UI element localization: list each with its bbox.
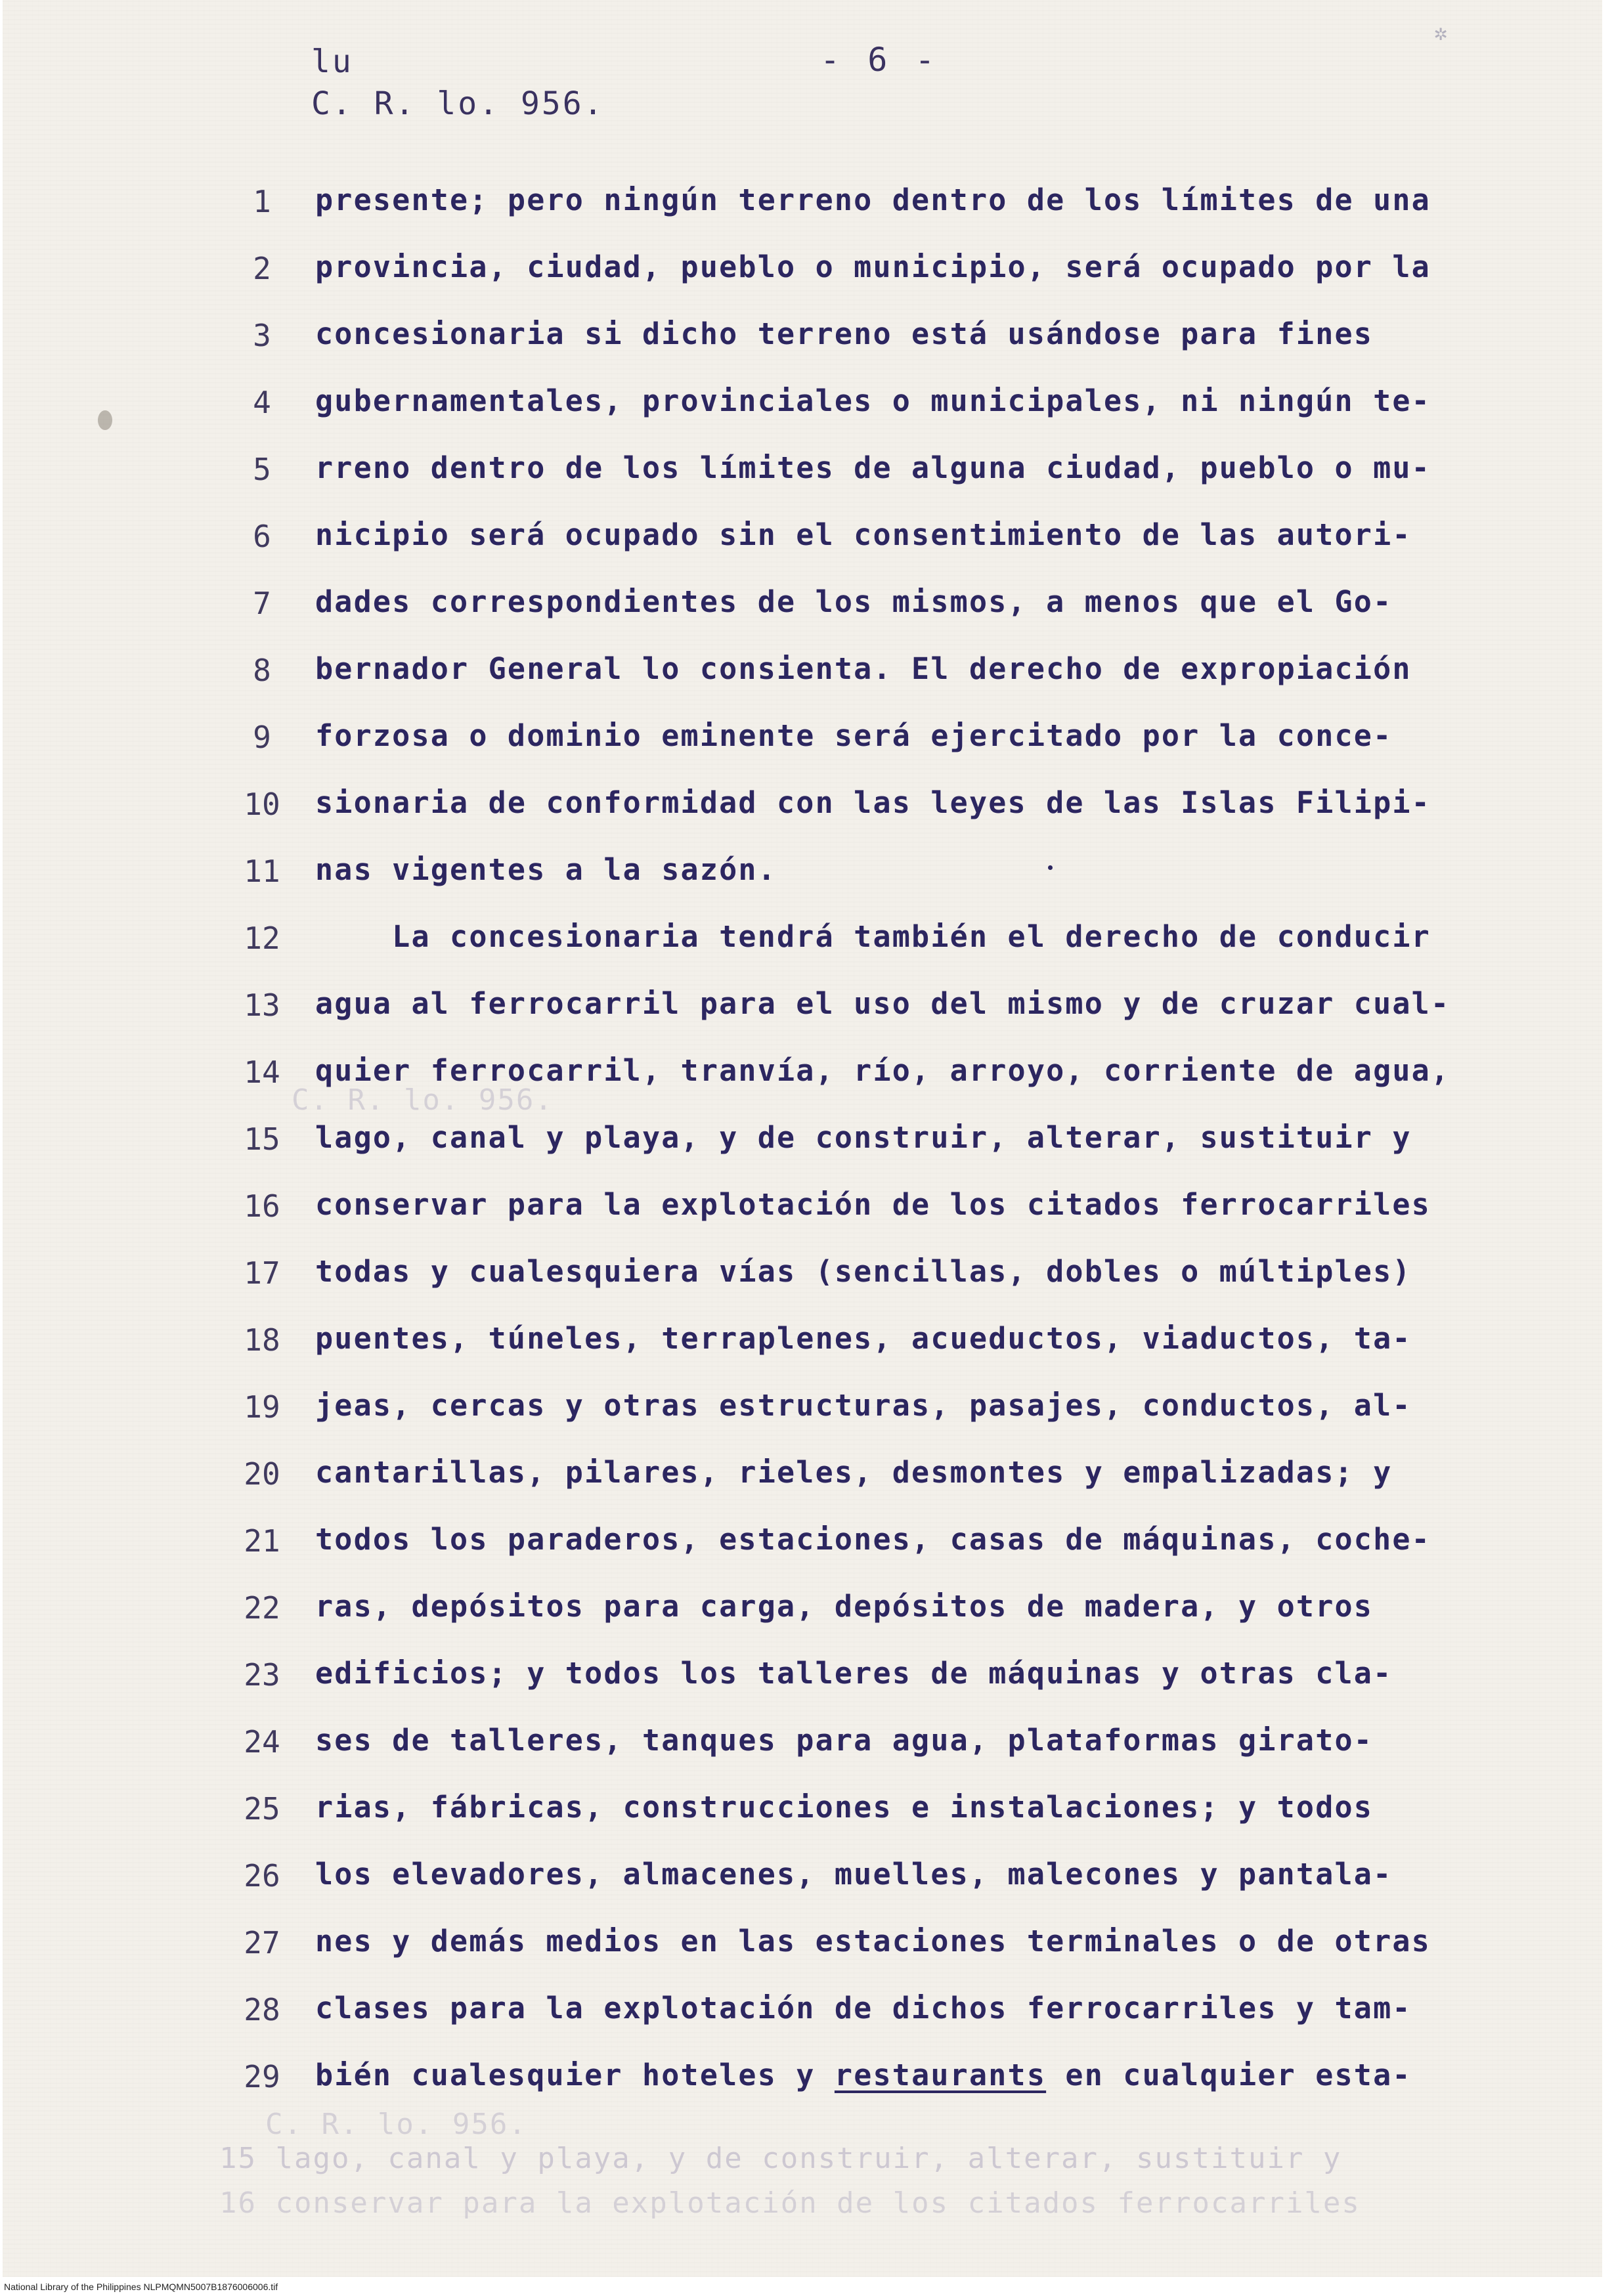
line-text-29 (315, 2058, 1412, 2092)
line-number: 7 (253, 586, 271, 621)
text-line (3, 307, 1602, 366)
line-number: 1 (253, 184, 271, 219)
ghost-text-bottom-2: 15 lago, canal y playa, y de construir, alterar, sustituir y (219, 2142, 1342, 2175)
line-number: 8 (253, 653, 271, 688)
line-text: rreno dentro de los límites de alguna ciudad, pueblo o mu- (315, 450, 1431, 485)
line-text: edificios; y todos los talleres de máquinas y otras cla- (315, 1656, 1393, 1691)
line-text: sionaria de conformidad con las leyes de las Islas Filipi- (315, 785, 1431, 820)
line-number: 29 (244, 2059, 280, 2094)
ghost-text-bottom-1: C. R. lo. 956. (265, 2108, 527, 2141)
text-line (3, 843, 1602, 902)
text-line (3, 1379, 1602, 1438)
line-number: 27 (244, 1925, 280, 1960)
line-text: todos los paraderos, estaciones, casas de máquinas, coche- (315, 1522, 1431, 1557)
line-29-after: en cualquier esta- (1046, 2058, 1412, 2092)
line-number: 10 (244, 787, 280, 822)
line-text: dades correspondientes de los mismos, a menos que el Go- (315, 584, 1393, 619)
line-number: 18 (244, 1322, 280, 1358)
line-text: agua al ferrocarril para el uso del mismo y de cruzar cual- (315, 986, 1450, 1021)
line-text: jeas, cercas y otras estructuras, pasajes, conductos, al- (315, 1388, 1412, 1423)
text-line (3, 1915, 1602, 1974)
text-line (3, 977, 1602, 1036)
line-text: bernador General lo consienta. El derecho de expropiación (315, 651, 1412, 686)
text-line (3, 776, 1602, 835)
line-text: los elevadores, almacenes, muelles, malecones y pantala- (315, 1857, 1393, 1892)
line-text: nicipio será ocupado sin el consentimiento de las autori- (315, 517, 1412, 552)
text-line (3, 1178, 1602, 1237)
line-text: presente; pero ningún terreno dentro de los límites de una (315, 183, 1431, 217)
line-text: concesionaria si dicho terreno está usándose para fines (315, 316, 1374, 351)
text-line (3, 642, 1602, 701)
text-line (3, 1044, 1602, 1103)
line-number: 21 (244, 1523, 280, 1559)
ghost-text-bottom-3: 16 conservar para la explotación de los citados ferrocarriles (219, 2186, 1361, 2220)
line-number: 12 (244, 921, 280, 956)
page-number: - 6 - (820, 41, 939, 79)
line-number: 3 (253, 318, 271, 353)
line-number: 2 (253, 251, 271, 286)
line-text: nas vigentes a la sazón. (315, 852, 777, 887)
line-text: gubernamentales, provinciales o municipales, ni ningún te- (315, 383, 1431, 418)
line-number: 4 (253, 385, 271, 420)
line-text: cantarillas, pilares, rieles, desmontes y empalizadas; y (315, 1455, 1393, 1490)
text-line (3, 2048, 1602, 2108)
line-text: puentes, túneles, terraplenes, acueductos, viaductos, ta- (315, 1321, 1412, 1356)
line-text: conservar para la explotación de los citados ferrocarriles (315, 1187, 1431, 1222)
text-line (3, 1513, 1602, 1572)
header-line-1: lu (311, 43, 353, 80)
line-number: 15 (244, 1121, 280, 1157)
line-text: La concesionaria tendrá también el derecho de conducir (315, 919, 1431, 954)
line-text: forzosa o dominio eminente será ejercitado por la conce- (315, 718, 1393, 753)
line-number: 9 (253, 720, 271, 755)
text-line (3, 910, 1602, 969)
text-line (3, 1982, 1602, 2041)
text-line (3, 1312, 1602, 1371)
line-number: 26 (244, 1858, 280, 1894)
line-text: todas y cualesquiera vías (sencillas, dobles o múltiples) (315, 1254, 1412, 1289)
line-number: 13 (244, 987, 280, 1023)
header-line-2: C. R. lo. 956. (311, 85, 605, 122)
text-line (3, 374, 1602, 433)
text-line (3, 1714, 1602, 1773)
text-line (3, 1848, 1602, 1907)
text-line (3, 173, 1602, 232)
ghost-text-mid: C. R. lo. 956. (292, 1083, 554, 1117)
line-number: 22 (244, 1590, 280, 1626)
document-page (3, 0, 1602, 2277)
text-line (3, 1781, 1602, 1840)
text-line (3, 1446, 1602, 1505)
line-number: 28 (244, 1992, 280, 2027)
line-number: 5 (253, 452, 271, 487)
line-text: provincia, ciudad, pueblo o municipio, será ocupado por la (315, 249, 1431, 284)
text-line (3, 575, 1602, 634)
text-line (3, 1245, 1602, 1304)
text-line (3, 1580, 1602, 1639)
underlined-word: restaurants (834, 2058, 1047, 2092)
line-text: quier ferrocarril, tranvía, río, arroyo, corriente de agua, (315, 1053, 1450, 1088)
header-reference (311, 41, 605, 125)
line-number: 23 (244, 1657, 280, 1693)
line-number: 20 (244, 1456, 280, 1492)
line-number: 14 (244, 1054, 280, 1090)
line-text: lago, canal y playa, y de construir, alterar, sustituir y (315, 1120, 1412, 1155)
line-number: 16 (244, 1188, 280, 1224)
line-number: 24 (244, 1724, 280, 1760)
line-number: 11 (244, 854, 280, 889)
line-text: ses de talleres, tanques para agua, plataformas girato- (315, 1723, 1374, 1758)
text-line (3, 441, 1602, 500)
line-text: clases para la explotación de dichos ferrocarriles y tam- (315, 1991, 1412, 2025)
line-29-before: bién cualesquier hoteles y (315, 2058, 835, 2092)
corner-smudge-icon: ✲ (1434, 20, 1448, 46)
line-number: 19 (244, 1389, 280, 1425)
line-text: nes y demás medios en las estaciones terminales o de otras (315, 1924, 1431, 1959)
line-number: 17 (244, 1255, 280, 1291)
line-number: 6 (253, 519, 271, 554)
scan-footer: National Library of the Philippines NLPMQMN5007B1876006006.tif (0, 2278, 1614, 2296)
text-line (3, 1647, 1602, 1706)
line-text: ras, depósitos para carga, depósitos de madera, y otros (315, 1589, 1374, 1624)
line-text: rias, fábricas, construcciones e instalaciones; y todos (315, 1790, 1374, 1825)
text-line (3, 1111, 1602, 1170)
text-line (3, 709, 1602, 768)
ink-dot (1048, 865, 1053, 870)
line-number: 25 (244, 1791, 280, 1827)
text-line (3, 240, 1602, 299)
text-line (3, 508, 1602, 567)
